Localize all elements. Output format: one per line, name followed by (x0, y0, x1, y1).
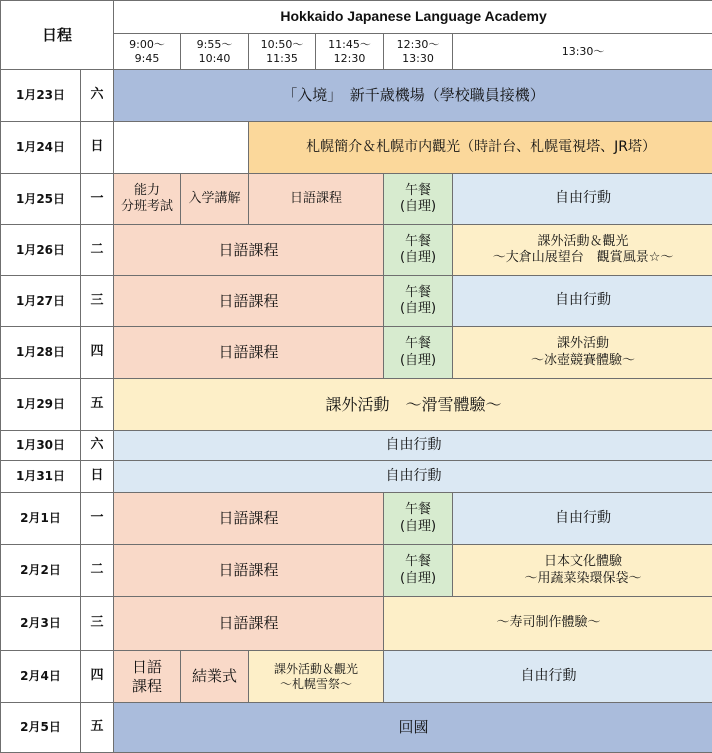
date-cell: 1月27日 (1, 276, 81, 327)
day-row (1, 651, 712, 703)
time-slot: 13:30～ (453, 34, 712, 70)
time-slot: 9:00～ 9:45 (114, 34, 181, 70)
activity-cell: 課外活動＆觀光 ～札幌雪祭～ (249, 651, 384, 703)
schedule-label: 日程 (1, 1, 114, 70)
activity-cell: 自由行動 (453, 174, 712, 225)
date-cell: 1月29日 (1, 379, 81, 431)
day-row (1, 703, 712, 753)
weekday-cell: 六 (81, 431, 114, 461)
weekday-cell: 三 (81, 597, 114, 651)
activity-cell: 日本文化體驗 ～用蔬菜染環保袋～ (453, 545, 712, 597)
activity-cell: 結業式 (181, 651, 249, 703)
date-cell: 1月23日 (1, 70, 81, 122)
weekday-cell: 四 (81, 651, 114, 703)
weekday-cell: 五 (81, 379, 114, 431)
day-row (1, 597, 712, 651)
lunch-cell: 午餐 (自理) (384, 276, 453, 327)
time-slot: 9:55～ 10:40 (181, 34, 249, 70)
activity-cell: 自由行動 (114, 431, 712, 461)
activity-cell: 能力 分班考試 (114, 174, 181, 225)
date-cell: 1月28日 (1, 327, 81, 379)
activity-cell: ～寿司制作體驗～ (384, 597, 712, 651)
weekday-cell: 日 (81, 461, 114, 493)
activity-cell: 「入境」 新千歳機場（學校職員接機） (114, 70, 712, 122)
day-row (1, 276, 712, 327)
activity-cell: 日語課程 (114, 327, 384, 379)
activity-cell: 入学講解 (181, 174, 249, 225)
day-row (1, 174, 712, 225)
activity-cell: 日語課程 (114, 545, 384, 597)
date-cell: 2月5日 (1, 703, 81, 753)
date-cell: 2月2日 (1, 545, 81, 597)
activity-cell: 課外活動 ～冰壺競賽體驗～ (453, 327, 712, 379)
activity-cell: 自由行動 (453, 493, 712, 545)
day-row (1, 122, 712, 174)
activity-cell: 課外活動＆觀光 ～大倉山展望台 觀賞風景☆～ (453, 225, 712, 276)
weekday-cell: 四 (81, 327, 114, 379)
time-slot: 11:45～ 12:30 (316, 34, 384, 70)
day-row (1, 431, 712, 461)
activity-cell: 日語課程 (249, 174, 384, 225)
weekday-cell: 二 (81, 545, 114, 597)
lunch-cell: 午餐 (自理) (384, 493, 453, 545)
date-cell: 1月30日 (1, 431, 81, 461)
activity-cell: 課外活動 ～滑雪體驗～ (114, 379, 712, 431)
date-cell: 1月24日 (1, 122, 81, 174)
weekday-cell: 一 (81, 174, 114, 225)
activity-cell: 日語 課程 (114, 651, 181, 703)
activity-cell: 自由行動 (384, 651, 712, 703)
activity-cell: 日語課程 (114, 225, 384, 276)
day-row (1, 225, 712, 276)
date-cell: 1月26日 (1, 225, 81, 276)
weekday-cell: 日 (81, 122, 114, 174)
weekday-cell: 二 (81, 225, 114, 276)
time-slot: 12:30～ 13:30 (384, 34, 453, 70)
activity-cell: 日語課程 (114, 493, 384, 545)
day-row (1, 545, 712, 597)
day-row (1, 327, 712, 379)
lunch-cell: 午餐 (自理) (384, 327, 453, 379)
date-cell: 1月25日 (1, 174, 81, 225)
lunch-cell: 午餐 (自理) (384, 545, 453, 597)
activity-cell: 日語課程 (114, 597, 384, 651)
date-cell: 2月1日 (1, 493, 81, 545)
header-row (1, 1, 712, 34)
weekday-cell: 五 (81, 703, 114, 753)
weekday-cell: 六 (81, 70, 114, 122)
day-row (1, 493, 712, 545)
date-cell: 2月4日 (1, 651, 81, 703)
lunch-cell: 午餐 (自理) (384, 174, 453, 225)
weekday-cell: 一 (81, 493, 114, 545)
time-slot: 10:50～ 11:35 (249, 34, 316, 70)
empty-cell (114, 122, 249, 174)
activity-cell: 自由行動 (114, 461, 712, 493)
day-row (1, 379, 712, 431)
academy-title: Hokkaido Japanese Language Academy (114, 1, 712, 34)
day-row (1, 461, 712, 493)
date-cell: 2月3日 (1, 597, 81, 651)
date-cell: 1月31日 (1, 461, 81, 493)
activity-cell: 回國 (114, 703, 712, 753)
activity-cell: 札幌簡介＆札幌市内觀光（時計台、札幌電視塔、JR塔） (249, 122, 712, 174)
lunch-cell: 午餐 (自理) (384, 225, 453, 276)
activity-cell: 自由行動 (453, 276, 712, 327)
activity-cell: 日語課程 (114, 276, 384, 327)
day-row (1, 70, 712, 122)
weekday-cell: 三 (81, 276, 114, 327)
